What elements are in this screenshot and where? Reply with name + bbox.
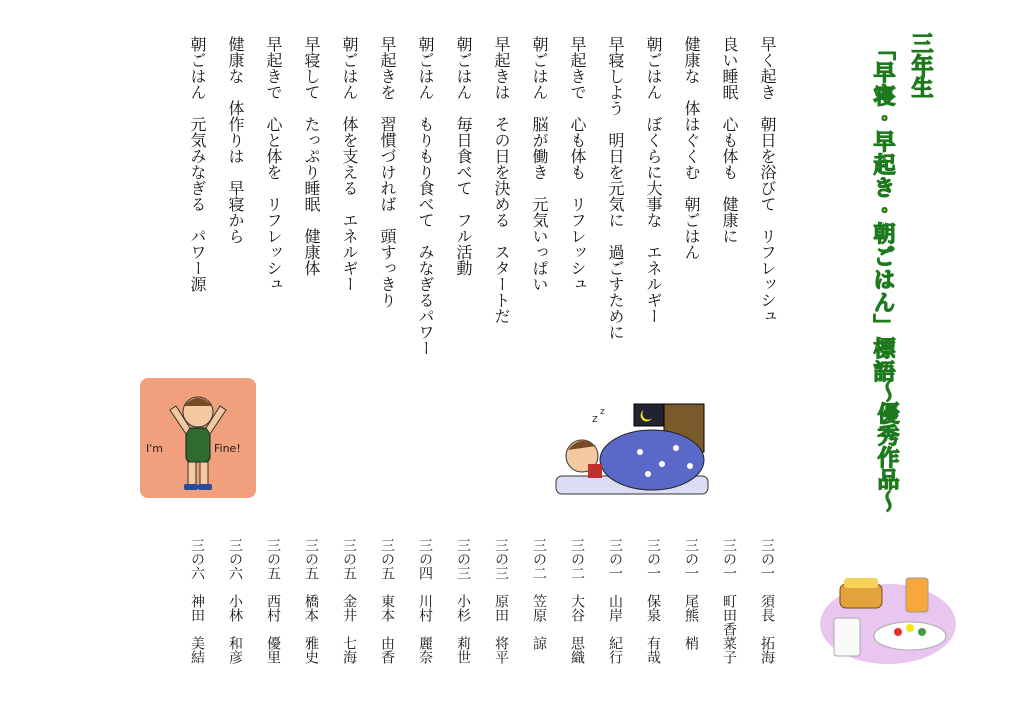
slogan-9: 朝ごはん 毎日食べて フル活動 <box>454 36 473 276</box>
slogan-10: 朝ごはん もりもり食べて みなぎるパワー <box>416 36 435 356</box>
author-class: 三の一 <box>645 538 661 580</box>
author-9 <box>448 538 478 664</box>
slogan-2: 良い睡眠 心も体も 健康に <box>720 36 739 244</box>
slogan-7: 朝ごはん 脳が働き 元気いっぱい <box>530 36 549 292</box>
author-8 <box>486 538 516 664</box>
author-class: 三の一 <box>683 538 699 580</box>
author-name: 須長 拓海 <box>759 594 775 664</box>
author-class: 三の五 <box>341 538 357 580</box>
author-3 <box>676 538 706 650</box>
author-14 <box>258 538 288 664</box>
author-1 <box>752 538 782 664</box>
subtitle: ～優秀作品～ <box>874 380 899 512</box>
author-name: 東本 由香 <box>379 594 395 664</box>
author-7 <box>524 538 554 650</box>
author-15 <box>220 538 250 664</box>
author-name: 山岸 紀行 <box>607 594 623 664</box>
slogan-8: 早起きは その日を決める スタートだ <box>492 36 511 324</box>
slogan-4: 朝ごはん ぼくらに大事な エネルギー <box>644 36 663 324</box>
author-name: 金井 七海 <box>341 594 357 664</box>
svg-text:z: z <box>600 407 605 417</box>
author-name: 原田 将平 <box>493 594 509 664</box>
author-class: 三の六 <box>189 538 205 580</box>
author-name: 町田香菜子 <box>721 594 737 664</box>
slogan-11: 早起きを 習慣づければ 頭すっきり <box>378 36 397 308</box>
author-name: 小林 和彦 <box>227 594 243 664</box>
author-name: 尾熊 梢 <box>683 594 699 650</box>
author-class: 三の二 <box>569 538 585 580</box>
slogan-6: 早起きで 心も体も リフレッシュ <box>568 36 587 292</box>
sleeping-child-icon <box>552 402 712 502</box>
slogan-3: 健康な 体はぐくむ 朝ごはん <box>682 36 701 260</box>
author-class: 三の一 <box>721 538 737 580</box>
author-12 <box>334 538 364 664</box>
author-class: 三の六 <box>227 538 243 580</box>
author-4 <box>638 538 668 664</box>
slogan-12: 朝ごはん 体を支える エネルギー <box>340 36 359 292</box>
author-name: 小杉 莉世 <box>455 594 471 664</box>
svg-text:z: z <box>592 412 598 425</box>
slogan-14: 早起きで 心と体を リフレッシュ <box>264 36 283 292</box>
author-name: 保泉 有哉 <box>645 594 661 664</box>
author-class: 三の五 <box>265 538 281 580</box>
author-class: 三の四 <box>417 538 433 580</box>
author-13 <box>296 538 326 664</box>
slogan-13: 早寝して たっぷり睡眠 健康体 <box>302 36 321 276</box>
author-5 <box>600 538 630 664</box>
slogan-16: 朝ごはん 元気みなぎる パワー源 <box>188 36 207 292</box>
breakfast-icon <box>818 570 958 666</box>
author-10 <box>410 538 440 664</box>
page-title: 「早寝・早起き・朝ごはん」標語 <box>870 38 895 383</box>
author-name: 大谷 思織 <box>569 594 585 664</box>
svg-text:I'm: I'm <box>146 442 163 455</box>
author-2 <box>714 538 744 664</box>
svg-text:Fine!: Fine! <box>214 442 241 455</box>
slogan-5: 早寝しよう 明日を元気に 過ごすために <box>606 36 625 340</box>
slogan-1: 早く起き 朝日を浴びて リフレッシュ <box>758 36 777 324</box>
author-name: 橋本 雅史 <box>303 594 319 664</box>
author-class: 三の二 <box>531 538 547 580</box>
author-11 <box>372 538 402 664</box>
author-class: 三の三 <box>493 538 509 580</box>
author-class: 三の三 <box>455 538 471 580</box>
author-class: 三の一 <box>607 538 623 580</box>
slogan-15: 健康な 体作りは 早寝から <box>226 36 245 244</box>
fine-kid-icon <box>140 378 256 498</box>
author-name: 神田 美結 <box>189 594 205 664</box>
author-class: 三の一 <box>759 538 775 580</box>
author-name: 笠原 諒 <box>531 594 547 650</box>
author-name: 西村 優里 <box>265 594 281 664</box>
author-class: 三の五 <box>303 538 319 580</box>
author-6 <box>562 538 592 664</box>
author-16 <box>182 538 212 664</box>
author-name: 川村 麗奈 <box>417 594 433 664</box>
author-class: 三の五 <box>379 538 395 580</box>
grade-label: 三年生 <box>908 32 933 98</box>
